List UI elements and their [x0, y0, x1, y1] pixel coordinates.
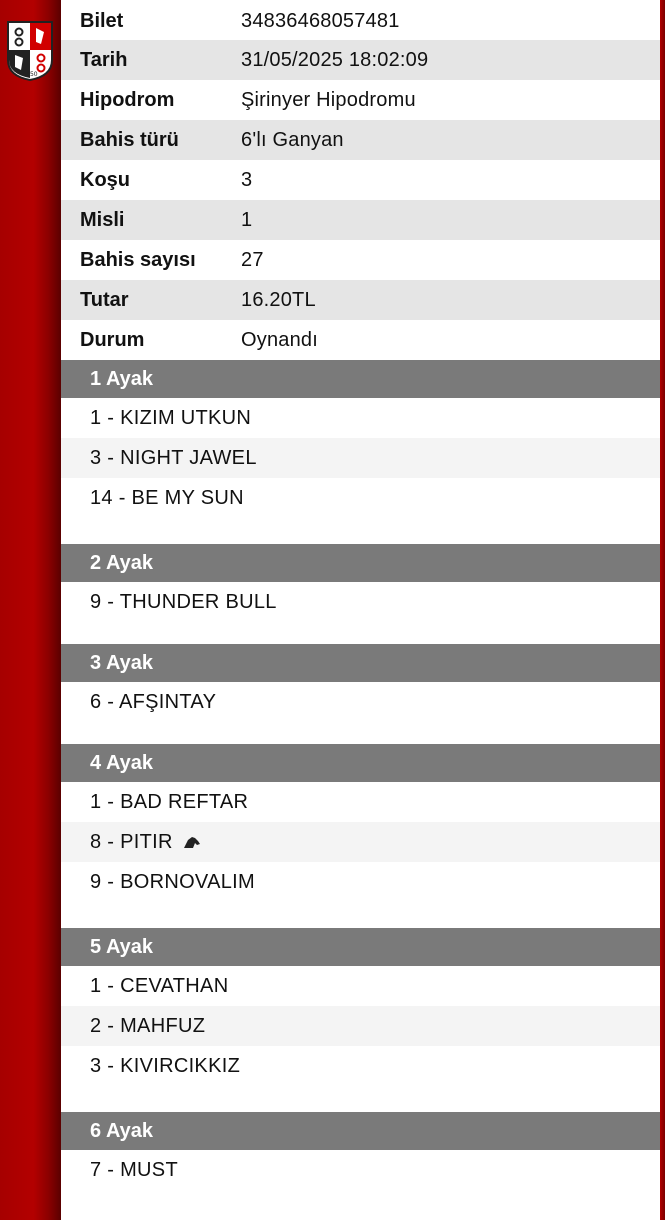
horse-name: 8 - PITIR: [90, 830, 173, 853]
info-row: [61, 120, 660, 160]
info-row: [61, 40, 660, 80]
info-key: Tutar: [80, 288, 129, 311]
club-logo-icon: [6, 20, 54, 82]
logo-year: 1950: [22, 71, 38, 78]
spacer: [61, 622, 660, 644]
horse-name: 9 - THUNDER BULL: [90, 590, 277, 613]
horse-name: 3 - KIVIRCIKKIZ: [90, 1054, 241, 1077]
horse-row: [61, 1006, 660, 1046]
horse-row: [61, 682, 660, 722]
leg-header: 5 Ayak: [61, 928, 660, 966]
info-value: 1: [241, 208, 253, 231]
info-row: [61, 240, 660, 280]
spacer: [61, 902, 660, 928]
horse-row: [61, 782, 660, 822]
leg-header: 3 Ayak: [61, 644, 660, 682]
right-edge-bar: [660, 0, 665, 1220]
spacer: [61, 1086, 660, 1112]
horse-row: [61, 1150, 660, 1190]
horse-name: 1 - KIZIM UTKUN: [90, 406, 252, 429]
horse-name: 1 - BAD REFTAR: [90, 790, 249, 813]
ticket-details: [61, 0, 660, 1212]
info-row: [61, 0, 660, 40]
spacer: [61, 518, 660, 544]
info-value: Oynandı: [241, 328, 319, 351]
horse-name: 14 - BE MY SUN: [90, 486, 244, 509]
info-key: Durum: [80, 328, 145, 351]
horse-row: [61, 438, 660, 478]
info-key: Koşu: [80, 168, 130, 191]
info-value: 16.20TL: [241, 288, 316, 311]
info-key: Bilet: [80, 10, 124, 32]
info-value: 34836468057481: [241, 10, 400, 32]
horse-row: [61, 478, 660, 518]
info-row: [61, 320, 660, 360]
info-value: Şirinyer Hipodromu: [241, 88, 416, 111]
info-value: 27: [241, 248, 264, 271]
info-key: Hipodrom: [80, 88, 175, 111]
legs-list: [61, 360, 660, 1212]
horse-name: 7 - MUST: [90, 1158, 178, 1181]
leg-header: 4 Ayak: [61, 744, 660, 782]
info-value: 31/05/2025 18:02:09: [241, 48, 429, 71]
leg-header: 1 Ayak: [61, 360, 660, 398]
horse-name: 9 - BORNOVALIM: [90, 870, 255, 893]
horse-name: 2 - MAHFUZ: [90, 1014, 206, 1037]
ticket-info-table: [61, 0, 660, 360]
horse-row: [61, 966, 660, 1006]
info-row: [61, 80, 660, 120]
info-value: 3: [241, 168, 253, 191]
horse-row: [61, 862, 660, 902]
horse-name: 1 - CEVATHAN: [90, 974, 229, 997]
horse-row: [61, 582, 660, 622]
info-value: 6'lı Ganyan: [241, 128, 344, 151]
leg-header: 6 Ayak: [61, 1112, 660, 1150]
horse-head-icon: [183, 835, 201, 849]
info-key: Bahis türü: [80, 128, 179, 151]
horse-name: 3 - NIGHT JAWEL: [90, 446, 257, 469]
info-row: [61, 200, 660, 240]
horse-row: [61, 822, 660, 862]
info-key: Misli: [80, 208, 125, 231]
spacer: [61, 1190, 660, 1212]
info-row: [61, 160, 660, 200]
horse-row: [61, 398, 660, 438]
spacer: [61, 722, 660, 744]
info-key: Tarih: [80, 48, 128, 71]
horse-row: [61, 1046, 660, 1086]
info-row: [61, 280, 660, 320]
horse-name: 6 - AFŞINTAY: [90, 690, 217, 713]
info-key: Bahis sayısı: [80, 248, 196, 271]
sidebar: [0, 0, 61, 1220]
leg-header: 2 Ayak: [61, 544, 660, 582]
